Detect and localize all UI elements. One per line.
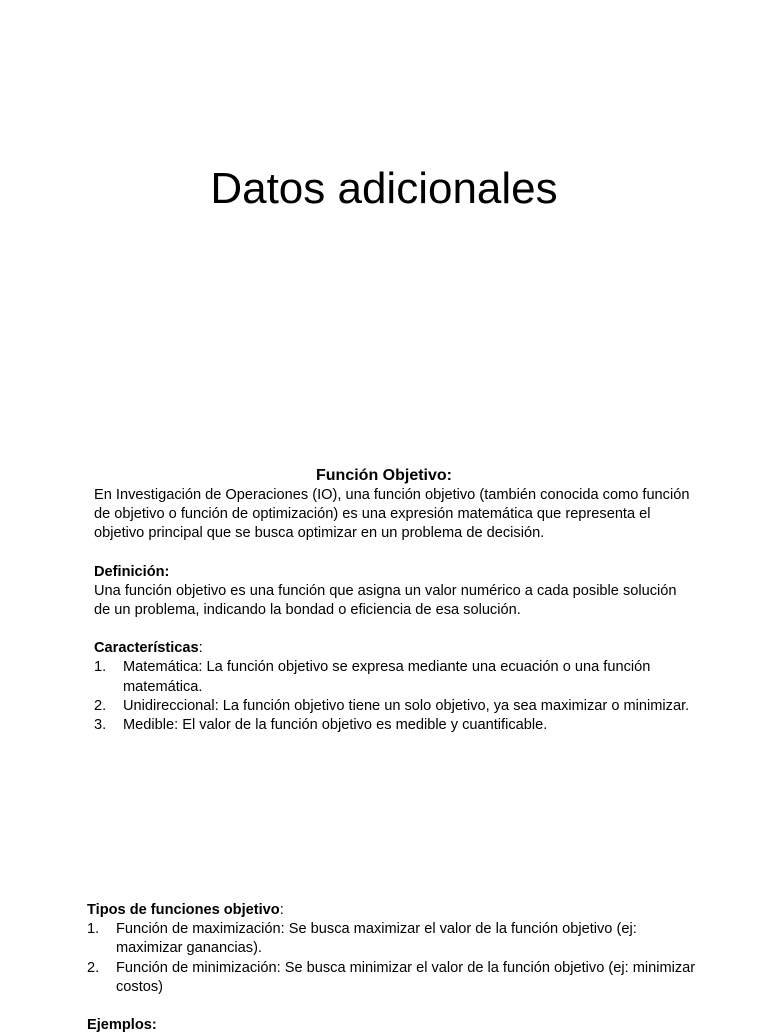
funcion-objetivo-heading: Función Objetivo: [316,467,452,484]
list-item [87,920,697,958]
list-number: 2. [87,959,100,976]
intro-paragraph: En Investigación de Operaciones (IO), una función objetivo (también conocida como función de objetivo o función de optimización) es una expresión matemática que representa el objetivo principal que se busca optimizar en un problema de decisión. [94,487,690,542]
tipos-section [87,901,697,1035]
tipos-colon: : [279,902,284,918]
caracteristicas-heading [94,639,694,658]
caracteristicas-label: Características [94,640,199,657]
definicion-label: Definición: [94,563,170,580]
funcion-objetivo-section [94,466,694,735]
caracteristicas-colon: : [198,640,203,657]
list-text: Unidireccional: La función objetivo tiene un solo objetivo, ya sea maximizar o minimizar. [123,697,690,714]
list-text: Función de maximización: Se busca maximizar el valor de la función objetivo (ej: maximizar ganancias). [116,921,637,957]
list-number: 1. [87,921,100,938]
spacer [94,620,694,639]
tipos-heading [87,901,697,920]
spacer [87,997,697,1016]
tipos-list [87,920,697,997]
definicion-paragraph: Una función objetivo es una función que asigna un valor numérico a cada posible solución de un problema, indicando la bondad o eficiencia de esa solución. [94,582,677,619]
list-number: 1. [94,659,107,676]
list-item [87,959,697,997]
list-item [94,697,694,716]
list-text: Matemática: La función objetivo se expresa mediante una ecuación o una función matemática. [123,659,651,695]
list-item [94,658,694,696]
list-text: Función de minimización: Se busca minimizar el valor de la función objetivo (ej: minimizar costos) [116,959,696,995]
tipos-label: Tipos de funciones objetivo [87,902,280,918]
page-title: Datos adicionales [210,164,558,213]
caracteristicas-list [94,658,694,735]
ejemplos-label: Ejemplos: [87,1017,157,1034]
list-item [94,716,694,735]
spacer [94,544,694,563]
list-number: 3. [94,717,107,734]
list-number: 2. [94,697,107,714]
list-text: Medible: El valor de la función objetivo es medible y cuantificable. [123,717,548,734]
